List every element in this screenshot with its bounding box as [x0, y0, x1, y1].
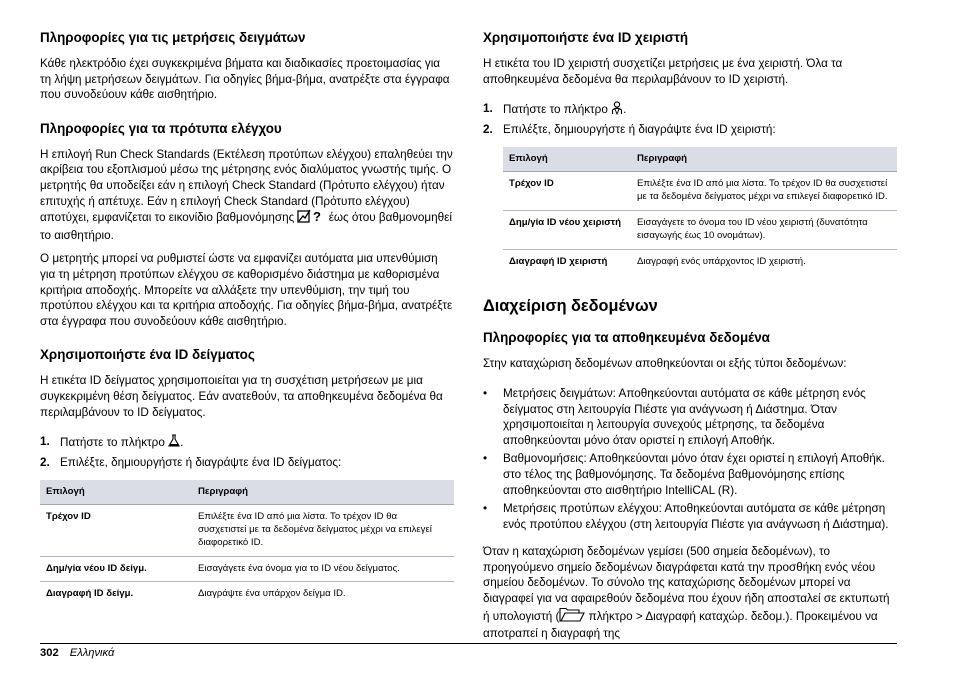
table-header-option: Επιλογή	[503, 147, 631, 172]
table-row	[503, 172, 897, 211]
stored-data-intro: Στην καταχώριση δεδομένων αποθηκεύονται οι εξής τύποι δεδομένων:	[483, 357, 847, 371]
table-row	[503, 249, 897, 274]
heading-operator-id: Χρησιμοποιήστε ένα ID χειριστή	[483, 30, 689, 45]
step-text: Πατήστε το πλήκτρο	[503, 103, 608, 117]
table-header-description: Περιγραφή	[192, 480, 454, 505]
heading-stored-data: Πληροφορίες για τα αποθηκευμένα δεδομένα	[483, 330, 770, 346]
sample-id-steps	[40, 434, 454, 470]
list-item	[483, 386, 897, 448]
check-standards-body	[40, 147, 454, 244]
step-number: 2.	[483, 122, 493, 136]
table-row	[40, 505, 454, 556]
data-log-paragraph-b: πλήκτρο > Διαγραφή καταχώρ. δεδομ.). Προκειμένου να αποτραπεί η διαγραφή της	[483, 609, 878, 641]
list-item	[483, 501, 897, 532]
calibration-icon	[297, 209, 325, 228]
list-item	[483, 451, 897, 498]
check-standards-body-2: Ο μετρητής μπορεί να ρυθμιστεί ώστε να εμφανίζει αυτόματα μια υπενθύμιση για τη μέτρηση προτύπων ελέγχου σε καθορισμένο διάστημα με καθορισμένα κριτήρια αποδοχής. Μπορείτε να αλλάξετε την υπενθύμιση, την τιμή του προτύπου ελέγχου και τα κριτήρια αποδοχής. Για οδηγίες βήμα-βήμα, ανατρέξτε στα έγγραφα που συνοδεύουν κάθε αισθητήριο.	[40, 252, 453, 328]
table-row	[40, 582, 454, 607]
sample-flask-icon	[168, 434, 180, 453]
list-item-text: Μετρήσεις προτύπων ελέγχου: Αποθηκεύονται αυτόματα σε κάθε μέτρηση ενός προτύπου ελέγχου (στη λειτουργία Πιέστε για ανάγνωση ή Διάστημα).	[503, 502, 889, 531]
step-text: Πατήστε το πλήκτρο	[60, 436, 165, 450]
sample-id-step-1: 1. Πατήστε το πλήκτρο .	[40, 434, 454, 453]
operator-id-body: Η ετικέτα του ID χειριστή συσχετίζει μετρήσεις με ένα χειριστή. Όλα τα αποθηκευμένα δεδομένα θα περιλαμβάνουν το ID χειριστή.	[483, 57, 843, 86]
page-number: 302	[40, 647, 59, 659]
list-item-text: Μετρήσεις δειγμάτων: Αποθηκεύονται αυτόματα σε κάθε μέτρηση ενός δείγματος στη λειτουργία Πιέστε για ανάγνωση ή Διάστημα. Όταν χρησιμοποιείται η λειτουργία συνεχούς μέτρησης, τα δεδομένα αποθηκεύονται μόνο όταν οριστεί η επιλογή Αποθήκ.	[503, 386, 866, 447]
sample-measurements-body: Κάθε ηλεκτρόδιο έχει συγκεκριμένα βήματα και διαδικασίες προετοιμασίας για τη λήψη μετρήσεων δειγμάτων. Για οδηγίες βήμα-βήμα, ανατρέξτε στα έγγραφα που συνοδεύουν κάθε αισθητήριο.	[40, 57, 450, 102]
table-header-option: Επιλογή	[40, 480, 192, 505]
right-column	[483, 30, 897, 654]
step-text: Επιλέξτε, δημιουργήστε ή διαγράψτε ένα ID δείγματος:	[60, 455, 342, 469]
sample-id-step-2	[40, 455, 454, 471]
folder-icon	[559, 607, 585, 627]
table-row	[40, 556, 454, 582]
option-cell: Διαγραφή ID δείγμ.	[46, 588, 134, 600]
option-cell: Δημ/γία ID νέου χειριστή	[503, 210, 631, 249]
option-cell: Δημ/γία νέου ID δείγμ.	[40, 556, 192, 582]
svg-text:?: ?	[313, 209, 322, 224]
operator-id-table	[503, 147, 897, 274]
sample-id-table	[40, 480, 454, 607]
description-cell: Εισαγάγετε ένα όνομα για το ID νέου δείγματος.	[192, 556, 454, 582]
description-cell: Διαγράψτε ένα υπάρχον δείγμα ID.	[198, 588, 346, 600]
option-cell: Τρέχον ID	[40, 505, 192, 556]
table-header-description: Περιγραφή	[631, 147, 897, 172]
data-log-paragraph	[483, 544, 897, 642]
check-standards-body-b: έως ότου βαθμονομηθεί το αισθητήριο.	[40, 211, 452, 242]
operator-id-step-1: 1. Πατήστε το πλήκτρο .	[483, 101, 897, 120]
description-cell: Επιλέξτε ένα ID από μια λίστα. Το τρέχον ID θα συσχετιστεί με τα δεδομένα δείγματος μέχρι να επιλεγεί διαφορετικό ID.	[192, 505, 454, 556]
bullet: •	[483, 502, 488, 516]
option-cell: Διαγραφή ID χειριστή	[509, 255, 608, 267]
list-item-text: Βαθμονομήσεις: Αποθηκεύονται μόνο όταν έχει οριστεί η επιλογή Αποθήκ. στο τέλος της βαθμονόμησης. Τα δεδομένα βαθμονόμησης επίσης αποθηκεύονται στο αισθητήριο IntelliCAL (R).	[503, 452, 885, 497]
step-number: 2.	[40, 455, 50, 469]
bullet: •	[483, 452, 488, 466]
option-cell: Τρέχον ID	[503, 172, 631, 211]
step-text: Επιλέξτε, δημιουργήστε ή διαγράψτε ένα ID χειριστή:	[503, 122, 776, 136]
step-number: 1.	[483, 102, 493, 116]
table-header-row	[503, 147, 897, 172]
heading-sample-measurements: Πληροφορίες για τις μετρήσεις δειγμάτων	[40, 30, 306, 45]
step-number: 1.	[40, 435, 50, 449]
description-cell: Επιλέξτε ένα ID από μια λίστα. Το τρέχον ID θα συσχετιστεί με τα δεδομένα δείγματος μέχρι να επιλεγεί διαφορετικό ID.	[631, 172, 897, 211]
stored-data-list	[483, 386, 897, 532]
heading-check-standards: Πληροφορίες για τα πρότυπα ελέγχου	[40, 120, 282, 136]
heading-sample-id: Χρησιμοποιήστε ένα ID δείγματος	[40, 347, 255, 363]
bullet: •	[483, 386, 488, 400]
description-cell: Εισαγάγετε το όνομα του ID νέου χειριστή (δυνατότητα εισαγωγής έως 10 ονομάτων).	[631, 210, 897, 249]
operator-icon	[611, 101, 623, 120]
footer	[40, 646, 114, 660]
left-column	[40, 30, 454, 621]
table-header-row	[40, 480, 454, 505]
description-cell: Διαγραφή ενός υπάρχοντος ID χειριστή.	[637, 255, 806, 267]
data-log-paragraph-a: Όταν η καταχώριση δεδομένων γεμίσει (500 σημεία δεδομένων), το προηγούμενο σημείο δεδομένων διαγράφεται κατά την προσθήκη ενός νέου σημείου δεδομένων. Το σύνολο της καταχώρισης δεδομένων μπορεί να διαγραφεί για να αφαιρεθούν δεδομένα που έχουν ήδη αποσταλεί σε εκτυπωτή ή υπολογιστή (	[483, 545, 890, 623]
operator-id-steps	[483, 101, 897, 137]
footer-language: Ελληνικά	[69, 647, 115, 659]
sample-id-body: Η ετικέτα ID δείγματος χρησιμοποιείται για τη συσχέτιση μετρήσεων με μια συγκεκριμένη θέση δείγματος. Εάν ανατεθούν, τα αποθηκευμένα δεδομένα θα περιλαμβάνουν το ID δείγματος.	[40, 374, 443, 419]
section-title-data-management: Διαχείριση δεδομένων	[483, 297, 658, 316]
check-standards-body-a: Η επιλογή Run Check Standards (Εκτέλεση προτύπων ελέγχου) επαληθεύει την ακρίβεια του εξοπλισμού μέσω της μέτρησης ενός διαλύματος γνωστής τιμής. Ο μετρητής θα υποδείξει εάν η επιλογή Check Standard (Πρότυπο ελέγχου) ήταν επιτυχής ή απέτυχε. Εάν η επιλογή Check Standard (Πρότυπο ελέγχου) αποτύχει, εμφανίζεται το εικονίδιο βαθμονόμησης	[40, 147, 453, 225]
table-row	[503, 210, 897, 249]
operator-id-step-2	[483, 122, 897, 138]
footer-rule	[40, 643, 897, 644]
